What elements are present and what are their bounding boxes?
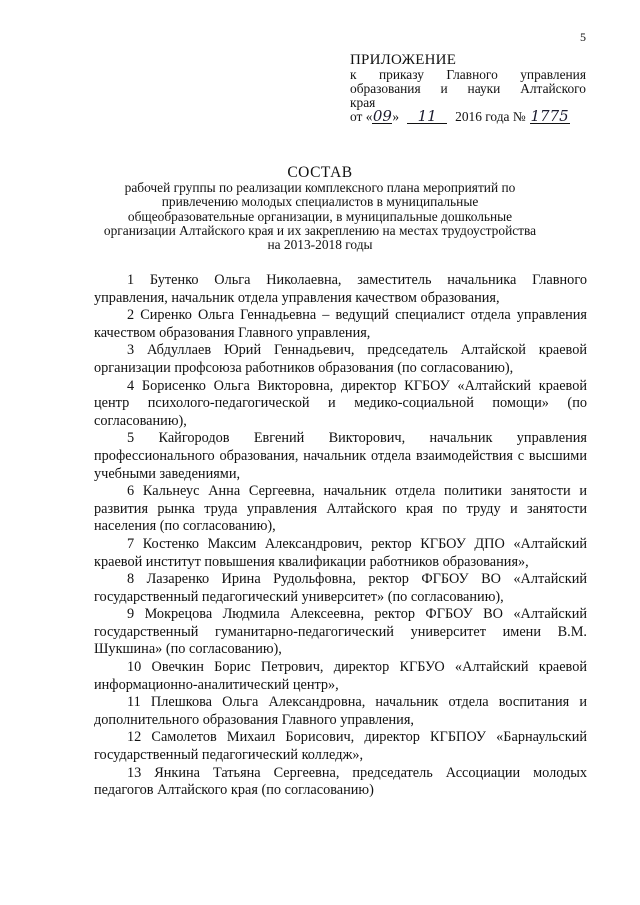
member-text: Янкина Татьяна Сергеевна, председатель Ассоциации молодых педагогов Алтайского края (по согласованию)	[94, 764, 587, 799]
member-number: 11	[127, 694, 141, 711]
member-number: 9	[127, 606, 135, 623]
member-number: 2	[127, 307, 135, 324]
page-number: 5	[580, 30, 586, 44]
order-number: 1775	[530, 107, 569, 125]
member-item	[94, 342, 587, 377]
appendix-line: к приказу Главного управления	[350, 67, 586, 82]
appendix-block	[350, 53, 586, 124]
member-item	[94, 483, 587, 536]
members-list	[94, 272, 587, 800]
member-item	[94, 307, 587, 342]
member-text: Борисенко Ольга Викторовна, директор КГБОУ «Алтайский краевой центр психолого-педагогической и медико-социальной помощи» (по согласованию),	[94, 377, 587, 429]
member-number: 8	[127, 571, 135, 588]
member-text: Овечкин Борис Петрович, директор КГБУО «Алтайский краевой информационно-аналитический центр»,	[94, 659, 588, 693]
member-text: Костенко Максим Александрович, ректор КГБОУ ДПО «Алтайский краевой институт повышения квалификации работников образования»,	[94, 535, 587, 570]
heading-line: привлечению молодых специалистов в муниципальные	[161, 194, 479, 210]
heading-line: рабочей группы по реализации комплексного плана мероприятий по	[124, 180, 516, 196]
member-text: Кайгородов Евгений Викторович, начальник управления профессионального образования, начальник отдела взаимодействия с высшими учебными заведениями,	[94, 430, 587, 482]
order-month: 11	[407, 110, 447, 124]
member-number: 6	[127, 483, 135, 500]
member-text: Самолетов Михаил Борисович, директор КГБПОУ «Барнаульский государственный педагогический колледж»,	[94, 729, 588, 764]
order-year: 2016 года №	[455, 109, 526, 124]
appendix-line: края	[350, 95, 376, 110]
member-item	[94, 606, 587, 659]
order-mid: »	[392, 109, 400, 124]
member-number: 10	[127, 659, 142, 676]
heading-title: СОСТАВ	[287, 164, 353, 181]
member-item	[94, 536, 587, 571]
member-text: Лазаренко Ирина Рудольфовна, ректор ФГБОУ ВО «Алтайский государственный педагогический университет» (по согласованию),	[94, 571, 587, 605]
member-text: Бутенко Ольга Николаевна, заместитель начальника Главного управления, начальник отдела управления качеством образования,	[94, 272, 587, 306]
member-text: Плешкова Ольга Александровна, начальник отдела воспитания и дополнительного образования Главного управления,	[94, 694, 587, 728]
order-date	[350, 107, 586, 125]
member-item	[94, 694, 587, 729]
heading-line: общеобразовательные организации, в муниципальные дошкольные	[127, 208, 513, 224]
member-number: 13	[127, 764, 142, 781]
member-item	[94, 272, 587, 307]
member-number: 1	[127, 272, 135, 288]
document-heading	[100, 166, 540, 252]
member-text: Кальнеус Анна Сергеевна, начальник отдела политики занятости и развития рынка труда управления Алтайского края по труду и занятости населения (по согласованию),	[94, 483, 587, 535]
member-text: Абдуллаев Юрий Геннадьевич, председатель Алтайской краевой организации профсоюза работников образования (по согласованию),	[94, 342, 587, 376]
order-day: 09	[372, 107, 392, 125]
order-prefix: от «	[350, 109, 373, 124]
member-item	[94, 729, 587, 764]
member-number: 5	[127, 430, 135, 447]
member-text: Сиренко Ольга Геннадьевна – ведущий специалист отдела управления качеством образования Главного управления,	[94, 307, 587, 341]
appendix-line: образования и науки Алтайского	[350, 81, 586, 96]
member-item	[94, 765, 587, 800]
member-item	[94, 659, 587, 694]
heading-line: на 2013-2018 годы	[267, 237, 373, 253]
member-item	[94, 571, 587, 606]
member-number: 12	[127, 729, 142, 746]
member-number: 3	[127, 342, 135, 359]
member-number: 7	[127, 535, 135, 552]
heading-line: организации Алтайского края и их закреплению на местах трудоустройства	[103, 222, 537, 238]
member-item	[94, 430, 587, 483]
appendix-title: ПРИЛОЖЕНИЕ	[350, 52, 457, 68]
member-item	[94, 378, 587, 431]
member-number: 4	[127, 377, 135, 394]
member-text: Мокрецова Людмила Алексеевна, ректор ФГБОУ ВО «Алтайский государственный гуманитарно-педагогический университет имени В.М. Шукшина» (по согласованию),	[94, 606, 587, 658]
